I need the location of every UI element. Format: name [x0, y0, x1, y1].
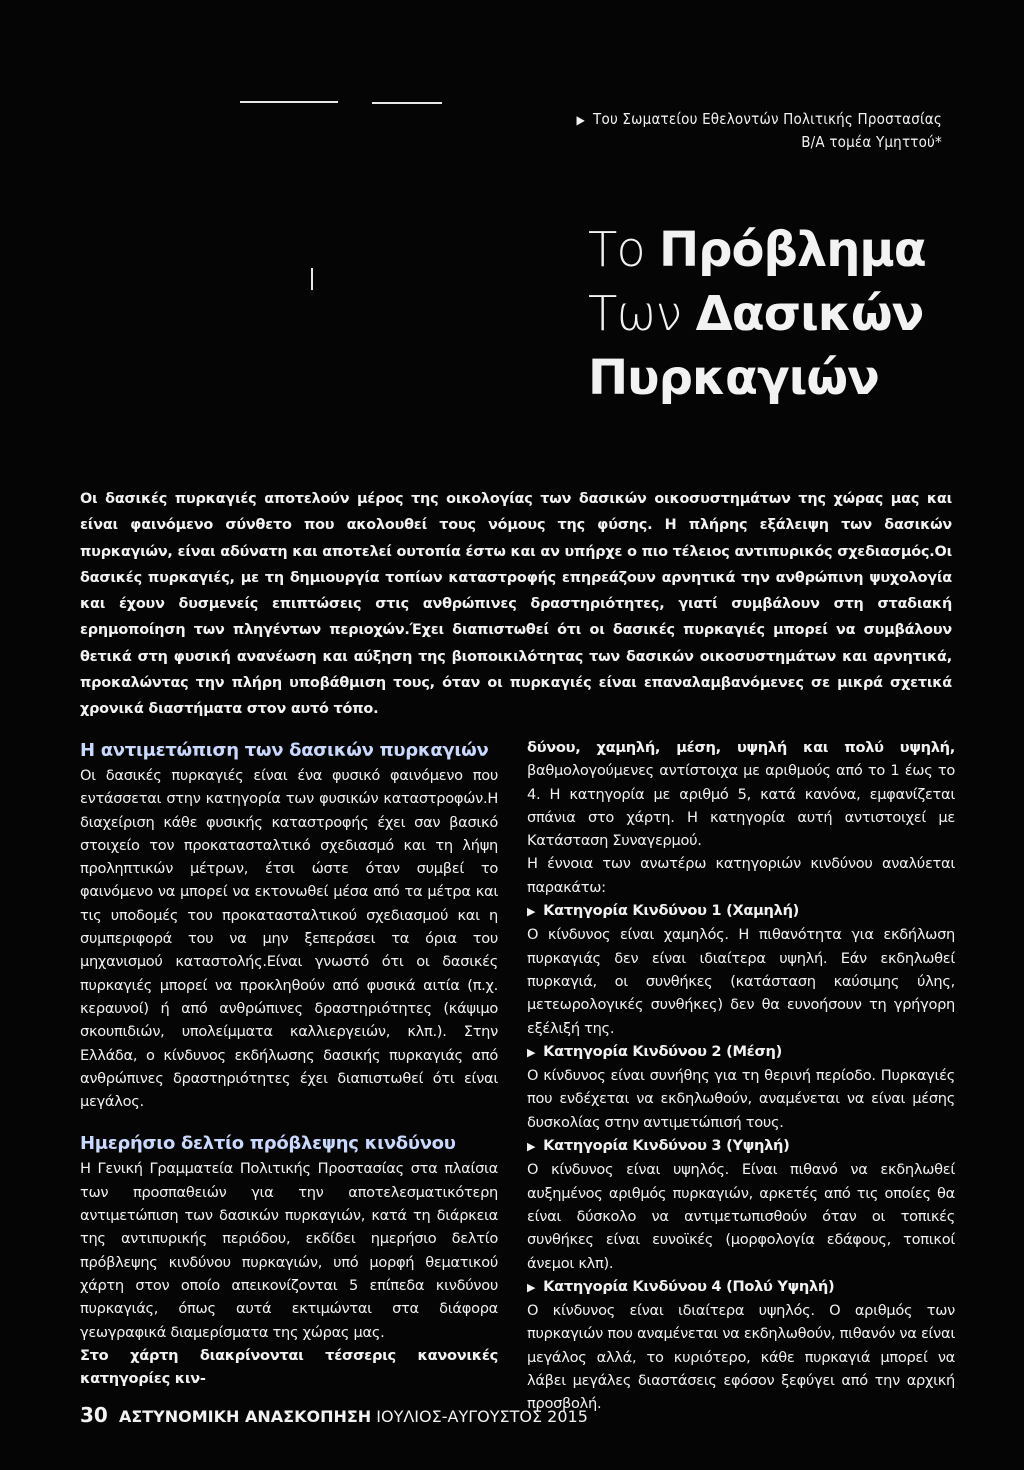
- category-1-label: Κατηγορία Κινδύνου 1 (Χαμηλή): [543, 902, 800, 920]
- title-part: Το: [588, 222, 659, 278]
- title-part-bold: Δασικών: [695, 286, 924, 342]
- decorative-tick: [311, 268, 313, 290]
- issue-date: ΙΟΥΛΙΟΣ-ΑΥΓΟΥΣΤΟΣ 2015: [376, 1407, 588, 1426]
- category-3-label: Κατηγορία Κινδύνου 3 (Υψηλή): [543, 1137, 790, 1155]
- decorative-line-right: [372, 102, 442, 104]
- byline: [577, 108, 942, 153]
- section-text-bulletin: Η Γενική Γραμματεία Πολιτικής Προστασίας στα πλαίσια των προσπαθειών για την αποτελεσματικότερη αντιμετώπιση των δασικών πυρκαγιών, κατά τη διάρκεια της αντιπυρικής περιόδου, εκδίδει ημερήσιο δελτίο πρόβλεψης κινδύνου πυρκαγιών, υπό μορφή θεματικού χάρτη στον οποίο απεικονίζονται 5 επίπεδα κινδύνου πυρκαγιάς, όπως αυτά εκτιμώνται στα διάφορα γεωγραφικά διαμερίσματα της χώρας μας.: [80, 1160, 498, 1341]
- byline-line1: Του Σωματείου Εθελοντών Πολιτικής Προστασίας: [593, 110, 942, 128]
- category-1-title: [527, 899, 955, 923]
- decorative-line-left: [240, 101, 338, 103]
- intro-text: Οι δασικές πυρκαγιές αποτελούν μέρος της οικολογίας των δασικών οικοσυστημάτων της χώρας μας και είναι φαινόμενο σύνθετο που ακολουθεί τους νόμους της φύσης. Η πλήρης εξάλειψη των δασικών πυρκαγιών, είναι αδύνατη και αποτελεί ουτοπία έστω και αν υπήρχε ο πιο τέλειος αντιπυρικός σχεδιασμός.Οι δασικές πυρκαγιές, με τη δημιουργία τοπίων καταστροφής επηρεάζουν αρνητικά την ανθρώπινη ψυχολογία και έχουν δυσμενείς επιπτώσεις στις ανθρώπινες δραστηριότητες, γιατί συμβάλουν στη σταδιακή ερημοποίηση των πληγέντων περιοχών.Έχει διαπιστωθεί ότι οι δασικές πυρκαγιές μπορεί να συμβάλουν θετικά στη φυσική ανανέωση και αύξηση της βιοποικιλότητας των δασικών οικοσυστημάτων και αρνητικά, προκαλώντας την πλήρη υποβάθμιση τους, όταν οι πυρκαγιές είναι επαναλαμβανόμενες σε μικρά σχετικά χρονικά διαστήματα στον αυτό τόπο.: [80, 491, 952, 718]
- triangle-right-icon: ▶: [576, 113, 586, 127]
- category-4-text: Ο κίνδυνος είναι ιδιαίτερα υψηλός. Ο αριθμός των πυρκαγιών που αναμένεται να εκδηλωθούν, πιθανόν να είναι μεγάλος αλλά, το κυριότερο, κάθε πυρκαγιά μπορεί να λάβει μεγάλες διαστάσεις εφόσον ξεφύγει από την αρχική προσβολή.: [527, 1302, 955, 1413]
- category-3-text: Ο κίνδυνος είναι υψηλός. Είναι πιθανό να εκδηλωθεί αυξημένος αριθμός πυρκαγιών, αρκετές από τις οποίες θα είναι δύσκολο να αντιμετωπισθούν όταν οι τοπικές συνθήκες είναι ευνοϊκές (μορφολογία εδάφους, τοπικοί άνεμοι κλπ).: [527, 1161, 955, 1272]
- left-column: [80, 738, 498, 1390]
- section-text-response: Οι δασικές πυρκαγιές είναι ένα φυσικό φαινόμενο που εντάσσεται στην κατηγορία των φυσικών καταστροφών.Η διαχείριση κάθε φυσικής καταστροφής έχει σαν βασικό στοιχείο τον προκατασταλτικό σχεδιασμό και τη λήψη προληπτικών μέτρων, έτσι ώστε όταν συμβεί το φαινόμενο να μπορεί να εκτονωθεί μέσα από τα μέτρα και τις υποδομές του προκατασταλτικού σχεδιασμού και η συμπεριφορά του να μην ξεπεράσει τα όρια του μηχανισμού καταστολής.Είναι γνωστό ότι οι δασικές πυρκαγιές μπορεί να προκληθούν από φυσικά αιτία (π.χ. κεραυνοί) ή από ανθρώπινες δραστηριότητες (κάψιμο σκουπιδιών, υπολείμματα καλλιεργειών, κλπ.). Στην Ελλάδα, ο κίνδυνος εκδήλωσης δασικής πυρκαγιάς από ανθρώπινες δραστηριότητες έχει διαπιστωθεί ότι είναι μεγάλος.: [80, 767, 498, 1111]
- section-heading-response: Η αντιμετώπιση των δασικών πυρκαγιών: [80, 740, 489, 761]
- page-number: 30: [80, 1403, 108, 1427]
- categories-overview-bold: δύνου, χαμηλή, μέση, υψηλή και πολύ υψηλή,: [527, 739, 955, 756]
- magazine-name: ΑΣΤΥΝΟΜΙΚΗ ΑΝΑΣΚΟΠΗΣΗ: [118, 1407, 372, 1426]
- intro-paragraph: [80, 486, 952, 723]
- byline-line2: Β/Α τομέα Υμηττού*: [801, 133, 942, 151]
- category-2-label: Κατηγορία Κινδύνου 2 (Μέση): [543, 1042, 783, 1060]
- section-heading-bulletin: Ημερήσιο δελτίο πρόβλεψης κινδύνου: [80, 1133, 456, 1155]
- title-part-bold: Πρόβλημα: [658, 222, 926, 278]
- triangle-right-icon: ▶: [527, 905, 536, 919]
- category-4-title: [527, 1275, 955, 1299]
- categories-explained: Η έννοια των ανωτέρω κατηγοριών κινδύνου αναλύεται παρακάτω:: [527, 855, 955, 896]
- category-3-title: [527, 1134, 955, 1158]
- triangle-right-icon: ▶: [527, 1280, 536, 1294]
- triangle-right-icon: ▶: [527, 1045, 536, 1059]
- title-part-bold: Πυρκαγιών: [588, 350, 879, 406]
- title-part: Των: [588, 286, 696, 342]
- right-column: [527, 736, 955, 1416]
- category-1-text: Ο κίνδυνος είναι χαμηλός. Η πιθανότητα για εκδήλωση πυρκαγιάς δεν είναι ιδιαίτερα υψηλή. Εάν εκδηλωθεί πυρκαγιά, οι συνθήκες (κατάσταση καύσιμης ύλης, μετεωρολογικές συνθήκες) δεν θα ευνοήσουν τη γρήγορη εξέλιξή της.: [527, 926, 955, 1037]
- section-text-categories-intro: Στο χάρτη διακρίνονται τέσσερις κανονικές κατηγορίες κιν-: [80, 1346, 498, 1388]
- categories-overview: [527, 736, 955, 852]
- triangle-right-icon: ▶: [527, 1140, 536, 1154]
- category-2-title: [527, 1040, 955, 1064]
- categories-overview-rest: βαθμολογούμενες αντίστοιχα με αριθμούς από το 1 έως το 4. Η κατηγορία με αριθμό 5, κατά κανόνα, εμφανίζεται σπάνια στο χάρτη. Η κατηγορία αυτή αντιστοιχεί με Κατάσταση Συναγερμού.: [527, 762, 955, 850]
- category-2-text: Ο κίνδυνος είναι συνήθης για τη θερινή περίοδο. Πυρκαγιές που ενδέχεται να εκδηλωθούν, αναμένεται να είναι μέσης δυσκολίας στην αντιμετώπισή τους.: [527, 1067, 955, 1131]
- article-title: [588, 218, 926, 410]
- category-4-label: Κατηγορία Κινδύνου 4 (Πολύ Υψηλή): [543, 1277, 835, 1295]
- page-footer: [80, 1404, 588, 1428]
